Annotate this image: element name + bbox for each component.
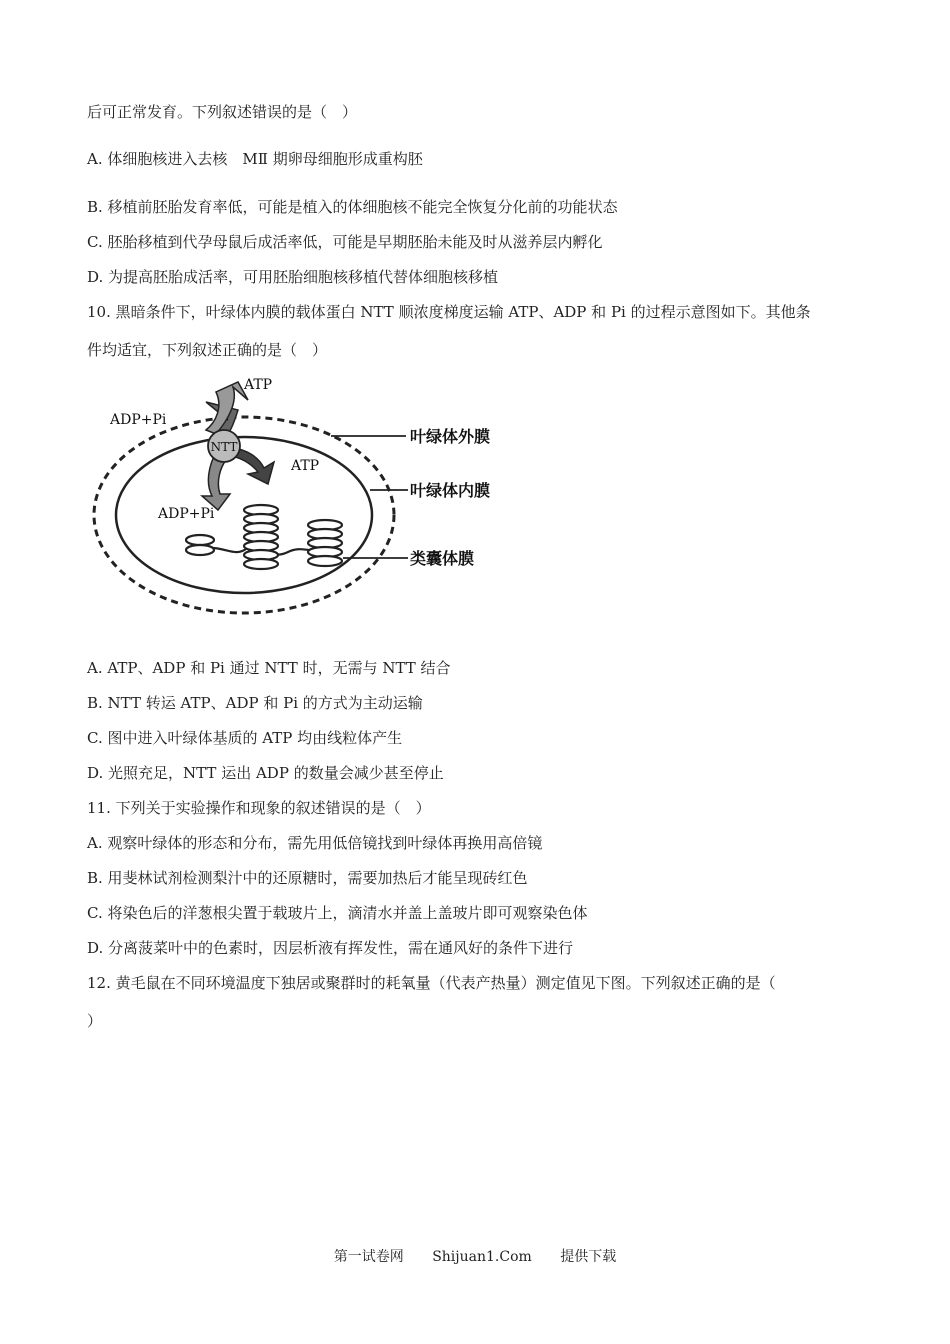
option-b-q11: B. 用斐林试剂检测梨汁中的还原糖时，需要加热后才能呈现砖红色 <box>87 869 528 887</box>
footer-site-en[interactable]: Shijuan1.Com <box>432 1249 532 1265</box>
option-c-q10: C. 图中进入叶绿体基质的 ATP 均由线粒体产生 <box>87 729 403 747</box>
option-d-q11: D. 分离菠菜叶中的色素时，因层析液有挥发性，需在通风好的条件下进行 <box>87 939 574 957</box>
ntt-label: NTT <box>210 440 238 454</box>
inner-membrane-label: 叶绿体内膜 <box>410 481 491 500</box>
option-b-q9: B. 移植前胚胎发育率低，可能是植入的体细胞核不能完全恢复分化前的功能状态 <box>87 198 618 216</box>
question-11-stem: 11. 下列关于实验操作和现象的叙述错误的是（ ） <box>87 799 431 817</box>
adp-top-label: ADP+Pi <box>110 412 167 428</box>
question-10-stem-cont: 件均适宜，下列叙述正确的是（ ） <box>87 341 328 359</box>
option-d-q10: D. 光照充足，NTT 运出 ADP 的数量会减少甚至停止 <box>87 764 444 782</box>
footer-site-cn: 第一试卷网 <box>333 1249 404 1265</box>
option-d-q9: D. 为提高胚胎成活率，可用胚胎细胞核移植代替体细胞核移植 <box>87 268 499 286</box>
option-c-q9: C. 胚胎移植到代孕母鼠后成活率低，可能是早期胚胎未能及时从滋养层内孵化 <box>87 233 603 251</box>
atp-top-label: ATP <box>244 377 273 393</box>
option-b-q10: B. NTT 转运 ATP、ADP 和 Pi 的方式为主动运输 <box>87 694 423 712</box>
question-12-stem-cont: ） <box>87 1012 103 1030</box>
thylakoid-label: 类囊体膜 <box>410 549 475 568</box>
question-12-stem: 12. 黄毛鼠在不同环境温度下独居或聚群时的耗氧量（代表产热量）测定值见下图。下列叙述正确的是（ <box>87 974 776 992</box>
atp-inner-label: ATP <box>291 458 320 474</box>
question-10-stem: 10. 黑暗条件下，叶绿体内膜的载体蛋白 NTT 顺浓度梯度运输 ATP、ADP 和 Pi 的过程示意图如下。其他条 <box>87 303 811 321</box>
outer-membrane-shape <box>94 417 394 613</box>
page-footer <box>0 1246 950 1266</box>
chloroplast-ntt-diagram <box>88 372 518 622</box>
footer-note: 提供下载 <box>560 1249 617 1265</box>
option-c-q11: C. 将染色后的洋葱根尖置于载玻片上，滴清水并盖上盖玻片即可观察染色体 <box>87 904 588 922</box>
outer-membrane-label: 叶绿体外膜 <box>410 427 491 446</box>
option-a-q11: A. 观察叶绿体的形态和分布，需先用低倍镜找到叶绿体再换用高倍镜 <box>87 834 543 852</box>
option-a-q9: A. 体细胞核进入去核 MⅡ 期卵母细胞形成重构胚 <box>87 150 423 168</box>
adp-inner-label: ADP+Pi <box>158 506 215 522</box>
option-a-q10: A. ATP、ADP 和 Pi 通过 NTT 时，无需与 NTT 结合 <box>87 659 451 677</box>
text-line: 后可正常发育。下列叙述错误的是（ ） <box>87 103 358 121</box>
